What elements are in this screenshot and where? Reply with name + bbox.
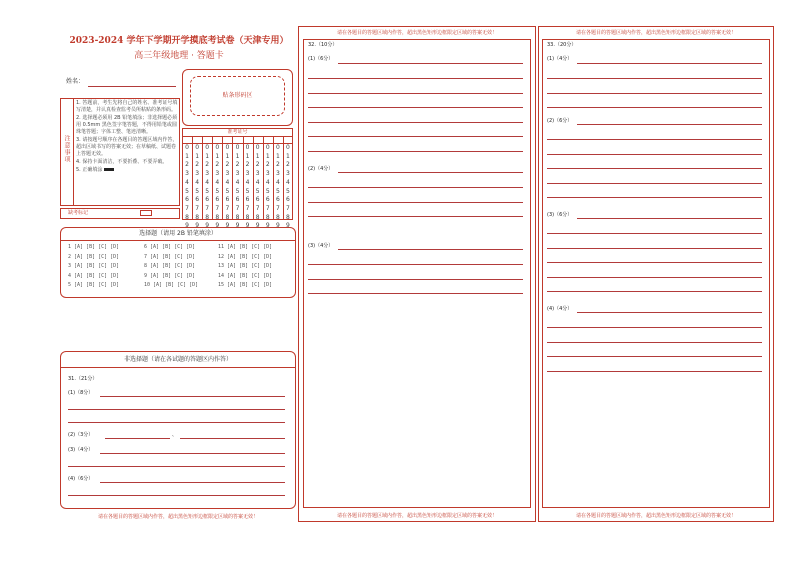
exam-number-digit[interactable]: 5 <box>215 187 220 195</box>
notes-label: 注意事项 <box>63 135 70 163</box>
choice-question[interactable]: 2 [A] [B] [C] [D] <box>68 253 120 260</box>
absent-checkbox[interactable] <box>140 210 152 216</box>
note-item-label: 5. 正确填涂 <box>76 167 103 173</box>
exam-number-digit[interactable]: 0 <box>185 144 189 151</box>
exam-number-digit[interactable]: 1 <box>195 152 200 160</box>
answer-line[interactable] <box>100 453 285 454</box>
exam-number-digit[interactable]: 9 <box>225 222 230 230</box>
q33-part1-label: (1)（4分） <box>547 56 573 62</box>
answer-line[interactable] <box>180 438 285 439</box>
q33-part4-label: (4)（4分） <box>547 306 573 312</box>
note-item: 2. 选择题必须用 2B 铅笔填涂；非选择题必须用 0.5mm 黑色签字笔答题，不得用铅笔或圆珠笔答题；字体工整、笔迹清晰。 <box>76 115 178 135</box>
exam-number-digit[interactable]: 1 <box>235 152 240 160</box>
warning-text: 请在各题目的答题区域内作答，超出黑色矩形边框限定区域的答案无效！ <box>336 513 497 519</box>
exam-number-digit[interactable]: 2 <box>265 161 270 169</box>
exam-number-digit[interactable]: 4 <box>225 178 230 186</box>
answer-line[interactable] <box>308 107 523 108</box>
choice-question[interactable]: 12 [A] [B] [C] [D] <box>218 253 273 260</box>
exam-number-digit[interactable]: 0 <box>286 144 290 151</box>
exam-number-digit-column[interactable] <box>223 144 231 231</box>
answer-line[interactable] <box>68 466 285 467</box>
exam-number-digit[interactable]: 2 <box>275 161 280 169</box>
exam-number-digit[interactable]: 7 <box>205 204 210 212</box>
exam-number-digit[interactable]: 7 <box>235 204 240 212</box>
q33-part2-label: (2)（6分） <box>547 118 573 124</box>
exam-number-digit[interactable]: 4 <box>205 178 210 186</box>
answer-line[interactable] <box>68 409 285 410</box>
nonchoice-title-line <box>60 367 296 368</box>
exam-number-digit[interactable]: 0 <box>215 144 220 151</box>
exam-number-digit-column[interactable] <box>234 144 242 231</box>
exam-number-digit[interactable]: 5 <box>275 187 280 195</box>
exam-number-header-line <box>182 136 293 137</box>
exam-number-digit[interactable]: 3 <box>245 170 250 178</box>
q32-part1-label: (1)（6分） <box>308 56 334 62</box>
exam-number-digit[interactable]: 0 <box>275 144 280 151</box>
exam-number-digit[interactable]: 5 <box>205 187 210 195</box>
exam-number-digit[interactable]: 1 <box>275 152 280 160</box>
answer-line[interactable] <box>547 248 762 249</box>
exam-number-digit[interactable]: 5 <box>255 187 260 195</box>
exam-number-digit[interactable]: 3 <box>215 170 220 178</box>
exam-number-digit[interactable]: 3 <box>195 170 200 178</box>
exam-number-digit[interactable]: 6 <box>286 196 290 204</box>
exam-number-digit[interactable]: 1 <box>245 152 250 160</box>
q33-title: 33.（20分） <box>547 42 577 48</box>
exam-number-digit-column[interactable] <box>274 144 282 231</box>
exam-number-digit[interactable]: 2 <box>225 161 230 169</box>
answer-line[interactable] <box>547 139 762 140</box>
exam-number-digit[interactable]: 0 <box>235 144 240 151</box>
exam-number-digit[interactable]: 3 <box>255 170 260 178</box>
notes-list <box>76 100 178 174</box>
exam-number-digit[interactable]: 4 <box>245 178 250 186</box>
exam-number-digit[interactable]: 8 <box>235 213 240 221</box>
note-item: 3. 请按题号顺序在各题目的答题区域内作答，超出区域书写的答案无效；在草稿纸、试题卷上答题无效。 <box>76 137 178 157</box>
page-title: 2023-2024 学年下学期开学摸底考试卷（天津专用） <box>69 36 289 46</box>
exam-number-digit[interactable]: 0 <box>225 144 230 151</box>
exam-number-digit[interactable]: 9 <box>265 222 270 230</box>
exam-number-digit[interactable]: 0 <box>195 144 200 151</box>
nonchoice-title: 非选择题（请在各试题的答题区内作答） <box>123 356 232 363</box>
exam-number-digit[interactable]: 6 <box>215 196 220 204</box>
warning-text: 请在各题目的答题区域内作答，超出黑色矩形边框限定区域的答案无效！ <box>575 513 736 519</box>
exam-number-digit[interactable]: 4 <box>185 178 189 186</box>
q31-part2-label: (2)（3分） <box>68 432 94 438</box>
exam-number-digit[interactable]: 1 <box>255 152 260 160</box>
exam-number-digit[interactable]: 8 <box>215 213 220 221</box>
exam-number-digit[interactable]: 9 <box>205 222 210 230</box>
choice-question[interactable]: 6 [A] [B] [C] [D] <box>144 244 196 250</box>
exam-number-digit[interactable]: 3 <box>185 170 189 178</box>
exam-number-digit[interactable]: 6 <box>265 196 270 204</box>
exam-number-digit[interactable]: 7 <box>225 204 230 212</box>
q32-title: 32.（10分） <box>308 42 338 48</box>
exam-number-digit[interactable]: 5 <box>245 187 250 195</box>
q31-part2-separator: 、 <box>172 432 178 438</box>
choice-title-line <box>60 240 296 241</box>
exam-number-digit[interactable]: 7 <box>215 204 220 212</box>
exam-number-digit-column[interactable] <box>284 144 292 231</box>
answer-line[interactable] <box>547 291 762 292</box>
q32-answer-box <box>303 39 531 508</box>
exam-number-digit[interactable]: 4 <box>275 178 280 186</box>
page-subtitle: 高三年级地理 · 答题卡 <box>134 51 224 61</box>
exam-number-digit[interactable]: 2 <box>185 161 189 169</box>
answer-line[interactable] <box>308 93 523 94</box>
answer-line[interactable] <box>308 122 523 123</box>
exam-number-digit[interactable]: 7 <box>245 204 250 212</box>
exam-number-digit[interactable]: 9 <box>235 222 240 230</box>
exam-number-digit[interactable]: 8 <box>265 213 270 221</box>
choice-question[interactable]: 4 [A] [B] [C] [D] <box>68 272 120 279</box>
exam-number-digit[interactable]: 8 <box>255 213 260 221</box>
exam-number-digit-column[interactable] <box>203 144 211 231</box>
note-item <box>76 167 178 174</box>
exam-number-digit[interactable]: 5 <box>185 187 189 195</box>
exam-number-digit[interactable]: 8 <box>225 213 230 221</box>
exam-number-digit[interactable]: 6 <box>195 196 200 204</box>
absent-label: 缺考标记 <box>68 210 89 216</box>
exam-number-digit[interactable]: 3 <box>225 170 230 178</box>
exam-number-digit[interactable]: 1 <box>215 152 220 160</box>
exam-number-digit[interactable]: 8 <box>195 213 200 221</box>
choice-question[interactable]: 10 [A] [B] [C] [D] <box>144 282 199 288</box>
q31-part1-label: (1)（8分） <box>68 390 94 396</box>
answer-line[interactable] <box>547 356 762 357</box>
choice-question[interactable]: 7 [A] [B] [C] [D] <box>144 253 196 260</box>
exam-number-digit[interactable]: 4 <box>235 178 240 186</box>
exam-number-digit[interactable]: 9 <box>245 222 250 230</box>
exam-number-digit[interactable]: 8 <box>185 213 189 221</box>
exam-number-digit[interactable]: 4 <box>255 178 260 186</box>
nonchoice-box <box>60 351 296 509</box>
exam-number-digit[interactable]: 9 <box>195 222 200 230</box>
exam-number-digit[interactable]: 6 <box>235 196 240 204</box>
exam-number-digit[interactable]: 7 <box>185 204 189 212</box>
answer-line[interactable] <box>338 63 523 64</box>
exam-number-digit[interactable]: 7 <box>255 204 260 212</box>
note-item: 1. 答题前，考生先将自己的姓名、准考证号填写清楚，并认真检查监考员所粘贴的条形码。 <box>76 100 178 113</box>
exam-number-digit[interactable]: 8 <box>275 213 280 221</box>
answer-line[interactable] <box>547 168 762 169</box>
notes-divider <box>73 98 74 206</box>
answer-line[interactable] <box>308 279 523 280</box>
choice-question[interactable]: 11 [A] [B] [C] [D] <box>218 244 273 250</box>
q31-part4-label: (4)（6分） <box>68 476 94 482</box>
exam-number-digit[interactable]: 2 <box>205 161 210 169</box>
answer-line[interactable] <box>577 218 762 219</box>
answer-line[interactable] <box>308 264 523 265</box>
exam-number-digit[interactable]: 5 <box>235 187 240 195</box>
answer-line[interactable] <box>100 482 285 483</box>
q33-answer-box <box>542 39 770 508</box>
answer-line[interactable] <box>308 136 523 137</box>
answer-line[interactable] <box>308 202 523 203</box>
answer-line[interactable] <box>308 78 523 79</box>
exam-number-digit[interactable]: 4 <box>195 178 200 186</box>
answer-line[interactable] <box>100 396 285 397</box>
choice-question[interactable]: 14 [A] [B] [C] [D] <box>218 272 273 279</box>
q32-part2-label: (2)（4分） <box>308 166 334 172</box>
answer-line[interactable] <box>547 327 762 328</box>
exam-number-digit[interactable]: 0 <box>265 144 270 151</box>
answer-line[interactable] <box>547 78 762 79</box>
warning-text: 请在各题目的答题区域内作答，超出黑色矩形边框限定区域的答案无效！ <box>97 514 258 520</box>
exam-number-digit[interactable]: 6 <box>225 196 230 204</box>
exam-number-digit[interactable]: 9 <box>286 222 290 230</box>
exam-number-digit[interactable]: 4 <box>265 178 270 186</box>
exam-number-digit[interactable]: 3 <box>286 170 290 178</box>
exam-number-digit[interactable]: 9 <box>275 222 280 230</box>
exam-number-digit[interactable]: 2 <box>286 161 290 169</box>
choice-question[interactable]: 3 [A] [B] [C] [D] <box>68 263 120 269</box>
exam-number-digit[interactable]: 6 <box>185 196 189 204</box>
exam-number-digit[interactable]: 7 <box>286 204 290 212</box>
exam-number-digit[interactable]: 4 <box>215 178 220 186</box>
exam-number-digit[interactable]: 6 <box>275 196 280 204</box>
answer-line[interactable] <box>105 438 170 439</box>
answer-line[interactable] <box>308 187 523 188</box>
name-line <box>88 86 176 87</box>
filled-sample-icon <box>104 168 114 171</box>
answer-line[interactable] <box>577 63 762 64</box>
exam-number-digit[interactable]: 1 <box>185 152 189 160</box>
barcode-label: 贴条形码区 <box>222 92 253 99</box>
exam-number-digit[interactable]: 6 <box>205 196 210 204</box>
exam-number-digit[interactable]: 2 <box>235 161 240 169</box>
exam-number-digit[interactable]: 1 <box>205 152 210 160</box>
exam-number-digit[interactable]: 2 <box>255 161 260 169</box>
name-label: 姓名： <box>66 78 85 85</box>
answer-line[interactable] <box>577 312 762 313</box>
answer-line[interactable] <box>547 107 762 108</box>
exam-number-digit-column[interactable] <box>264 144 272 231</box>
exam-number-digit[interactable]: 3 <box>265 170 270 178</box>
choice-title: 选择题（请用 2B 铅笔填涂） <box>139 230 217 237</box>
answer-line[interactable] <box>577 124 762 125</box>
exam-number-digit[interactable]: 6 <box>255 196 260 204</box>
exam-number-digit[interactable]: 2 <box>245 161 250 169</box>
warning-text: 请在各题目的答题区域内作答，超出黑色矩形边框限定区域的答案无效！ <box>336 30 497 36</box>
answer-line[interactable] <box>547 154 762 155</box>
choice-question[interactable]: 8 [A] [B] [C] [D] <box>144 263 196 269</box>
exam-number-digit[interactable]: 7 <box>195 204 200 212</box>
exam-number-digit[interactable]: 4 <box>286 178 290 186</box>
exam-number-label: 准考证号 <box>227 129 248 135</box>
choice-question[interactable]: 1 [A] [B] [C] [D] <box>68 244 120 250</box>
answer-line[interactable] <box>68 495 285 496</box>
answer-line[interactable] <box>547 371 762 372</box>
exam-number-digit[interactable]: 8 <box>286 213 290 221</box>
exam-number-digit[interactable]: 6 <box>245 196 250 204</box>
answer-line[interactable] <box>547 183 762 184</box>
exam-number-digit[interactable]: 5 <box>195 187 200 195</box>
exam-number-digit[interactable]: 9 <box>185 222 189 230</box>
exam-number-digit[interactable]: 3 <box>275 170 280 178</box>
exam-number-digit[interactable]: 1 <box>265 152 270 160</box>
exam-number-digit[interactable]: 8 <box>245 213 250 221</box>
answer-line[interactable] <box>68 422 285 423</box>
exam-number-digit[interactable]: 2 <box>215 161 220 169</box>
exam-number-digit[interactable]: 0 <box>245 144 250 151</box>
answer-line[interactable] <box>547 233 762 234</box>
q32-part3-label: (3)（4分） <box>308 243 334 249</box>
exam-number-digit[interactable]: 1 <box>286 152 290 160</box>
q33-part3-label: (3)（6分） <box>547 212 573 218</box>
answer-line[interactable] <box>308 151 523 152</box>
exam-number-digit[interactable]: 8 <box>205 213 210 221</box>
exam-number-digit-column[interactable] <box>213 144 221 231</box>
q31-label: 31.（21分） <box>68 376 98 382</box>
exam-number-digit-column[interactable] <box>193 144 201 231</box>
exam-number-digit[interactable]: 5 <box>225 187 230 195</box>
answer-line[interactable] <box>338 172 523 173</box>
choice-question[interactable]: 5 [A] [B] [C] [D] <box>68 282 120 288</box>
exam-number-digit[interactable]: 3 <box>205 170 210 178</box>
answer-line[interactable] <box>547 342 762 343</box>
answer-line[interactable] <box>547 262 762 263</box>
answer-line[interactable] <box>308 216 523 217</box>
exam-number-digit[interactable]: 0 <box>255 144 260 151</box>
choice-question[interactable]: 9 [A] [B] [C] [D] <box>144 272 196 279</box>
choice-question[interactable]: 13 [A] [B] [C] [D] <box>218 263 273 269</box>
exam-number-digit-column[interactable] <box>244 144 252 231</box>
answer-line[interactable] <box>547 277 762 278</box>
exam-number-digit[interactable]: 5 <box>286 187 290 195</box>
exam-number-digit[interactable]: 5 <box>265 187 270 195</box>
exam-number-digit-column[interactable] <box>254 144 262 231</box>
exam-number-digit-column[interactable] <box>183 144 191 231</box>
exam-number-digit[interactable]: 1 <box>225 152 230 160</box>
warning-text: 请在各题目的答题区域内作答，超出黑色矩形边框限定区域的答案无效！ <box>575 30 736 36</box>
note-item: 4. 保持卡面清洁，不要折叠、不要弄破。 <box>76 159 168 165</box>
answer-line[interactable] <box>308 293 523 294</box>
exam-number-digit[interactable]: 3 <box>235 170 240 178</box>
exam-number-digit[interactable]: 0 <box>205 144 210 151</box>
choice-question[interactable]: 15 [A] [B] [C] [D] <box>218 282 273 288</box>
answer-line[interactable] <box>547 93 762 94</box>
exam-number-digit[interactable]: 9 <box>255 222 260 230</box>
answer-line[interactable] <box>547 197 762 198</box>
exam-number-digit[interactable]: 2 <box>195 161 200 169</box>
exam-number-digit[interactable]: 7 <box>275 204 280 212</box>
exam-number-digit[interactable]: 7 <box>265 204 270 212</box>
answer-line[interactable] <box>338 249 523 250</box>
q31-part3-label: (3)（4分） <box>68 447 94 453</box>
exam-number-digit[interactable]: 9 <box>215 222 220 230</box>
